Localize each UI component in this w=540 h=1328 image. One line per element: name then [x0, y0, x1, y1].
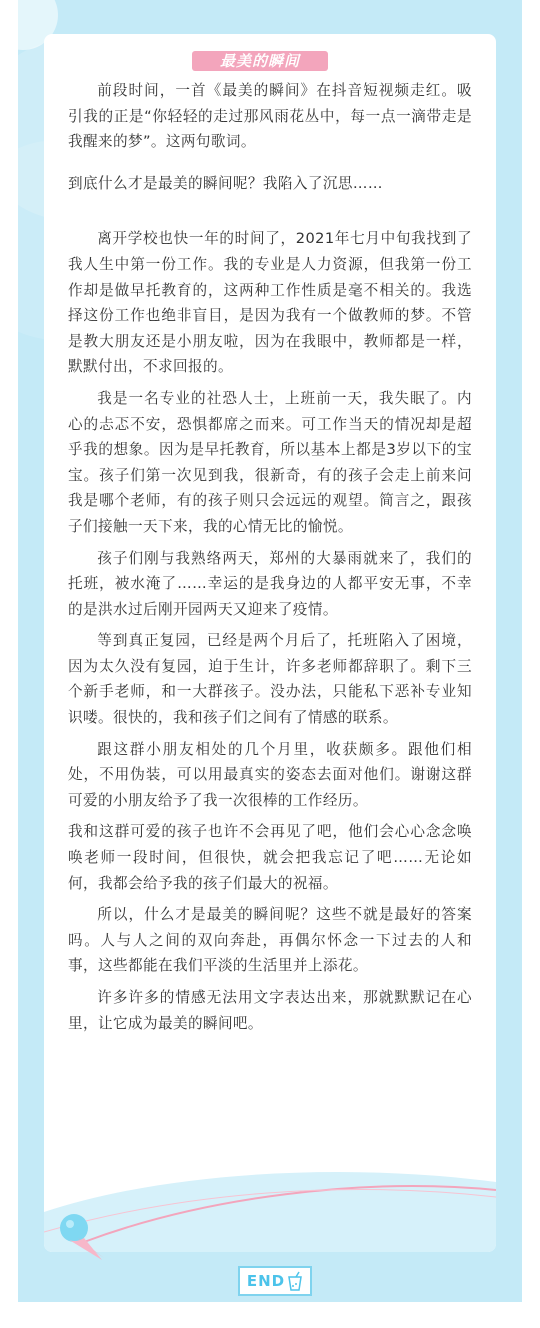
paragraph: 许多许多的情感无法用文字表达出来，那就默默记在心里，让它成为最美的瞬间吧。	[68, 989, 472, 1032]
drink-cup-icon	[287, 1271, 303, 1291]
end-marker	[238, 1266, 312, 1296]
article-body	[68, 78, 472, 1042]
ice-cream-icon	[58, 1208, 112, 1268]
paragraph: 所以，什么才是最美的瞬间呢？这些不就是最好的答案吗。人与人之间的双向奔赴，再偶尔怀念一下过去的人和事，这些都能在我们平淡的生活里并上添花。	[68, 906, 472, 975]
paragraph: 到底什么才是最美的瞬间呢？我陷入了沉思……	[68, 174, 383, 192]
paragraph: 我和这群可爱的孩子也许不会再见了吧，他们会心心念念唤唤老师一段时间，但很快，就会把我忘记了吧……无论如何，我都会给予我的孩子们最大的祝福。	[68, 823, 472, 892]
paragraph: 等到真正复园，已经是两个月后了，托班陷入了困境，因为太久没有复园，迫于生计，许多老师都辞职了。剩下三个新手老师，和一大群孩子。没办法，只能私下恶补专业知识喽。很快的，我和孩子们之间有了情感的联系。	[68, 632, 472, 727]
paragraph: 跟这群小朋友相处的几个月里，收获颇多。跟他们相处，不用伪装，可以用最真实的姿态去面对他们。谢谢这群可爱的小朋友给予了我一次很棒的工作经历。	[68, 740, 472, 809]
article-title: 最美的瞬间	[192, 51, 328, 71]
paragraph: 前段时间，一首《最美的瞬间》在抖音短视频走红。吸引我的正是“你轻轻的走过那风雨花丛中，每一点一滴带走是我醒来的梦”。这两句歌词。	[68, 82, 472, 151]
end-label: END	[246, 1272, 286, 1290]
paragraph: 离开学校也快一年的时间了，2021年七月中旬我找到了我人生中第一份工作。我的专业是人力资源，但我第一份工作却是做早托教育的，这两种工作性质是毫不相关的。我选择这份工作也绝非盲目，是因为我有一个做教师的梦。不管是教大朋友还是小朋友啦，因为在我眼中，教师都是一样，默默付出，不求回报的。	[68, 230, 472, 376]
paragraph: 我是一名专业的社恐人士，上班前一天，我失眠了。内心的忐忑不安，恐惧都席之而来。可工作当天的情况却是超乎我的想象。因为是早托教育，所以基本上都是3岁以下的宝宝。孩子们第一次见到我，很新奇，有的孩子会走上前来问我是哪个老师，有的孩子则只会远远的观望。简言之，跟孩子们接触一天下来，我的心情无比的愉悦。	[68, 389, 472, 535]
paragraph: 孩子们刚与我熟络两天，郑州的大暴雨就来了，我们的托班，被水淹了……幸运的是我身边的人都平安无事，不幸的是洪水过后刚开园两天又迎来了疫情。	[68, 549, 472, 618]
